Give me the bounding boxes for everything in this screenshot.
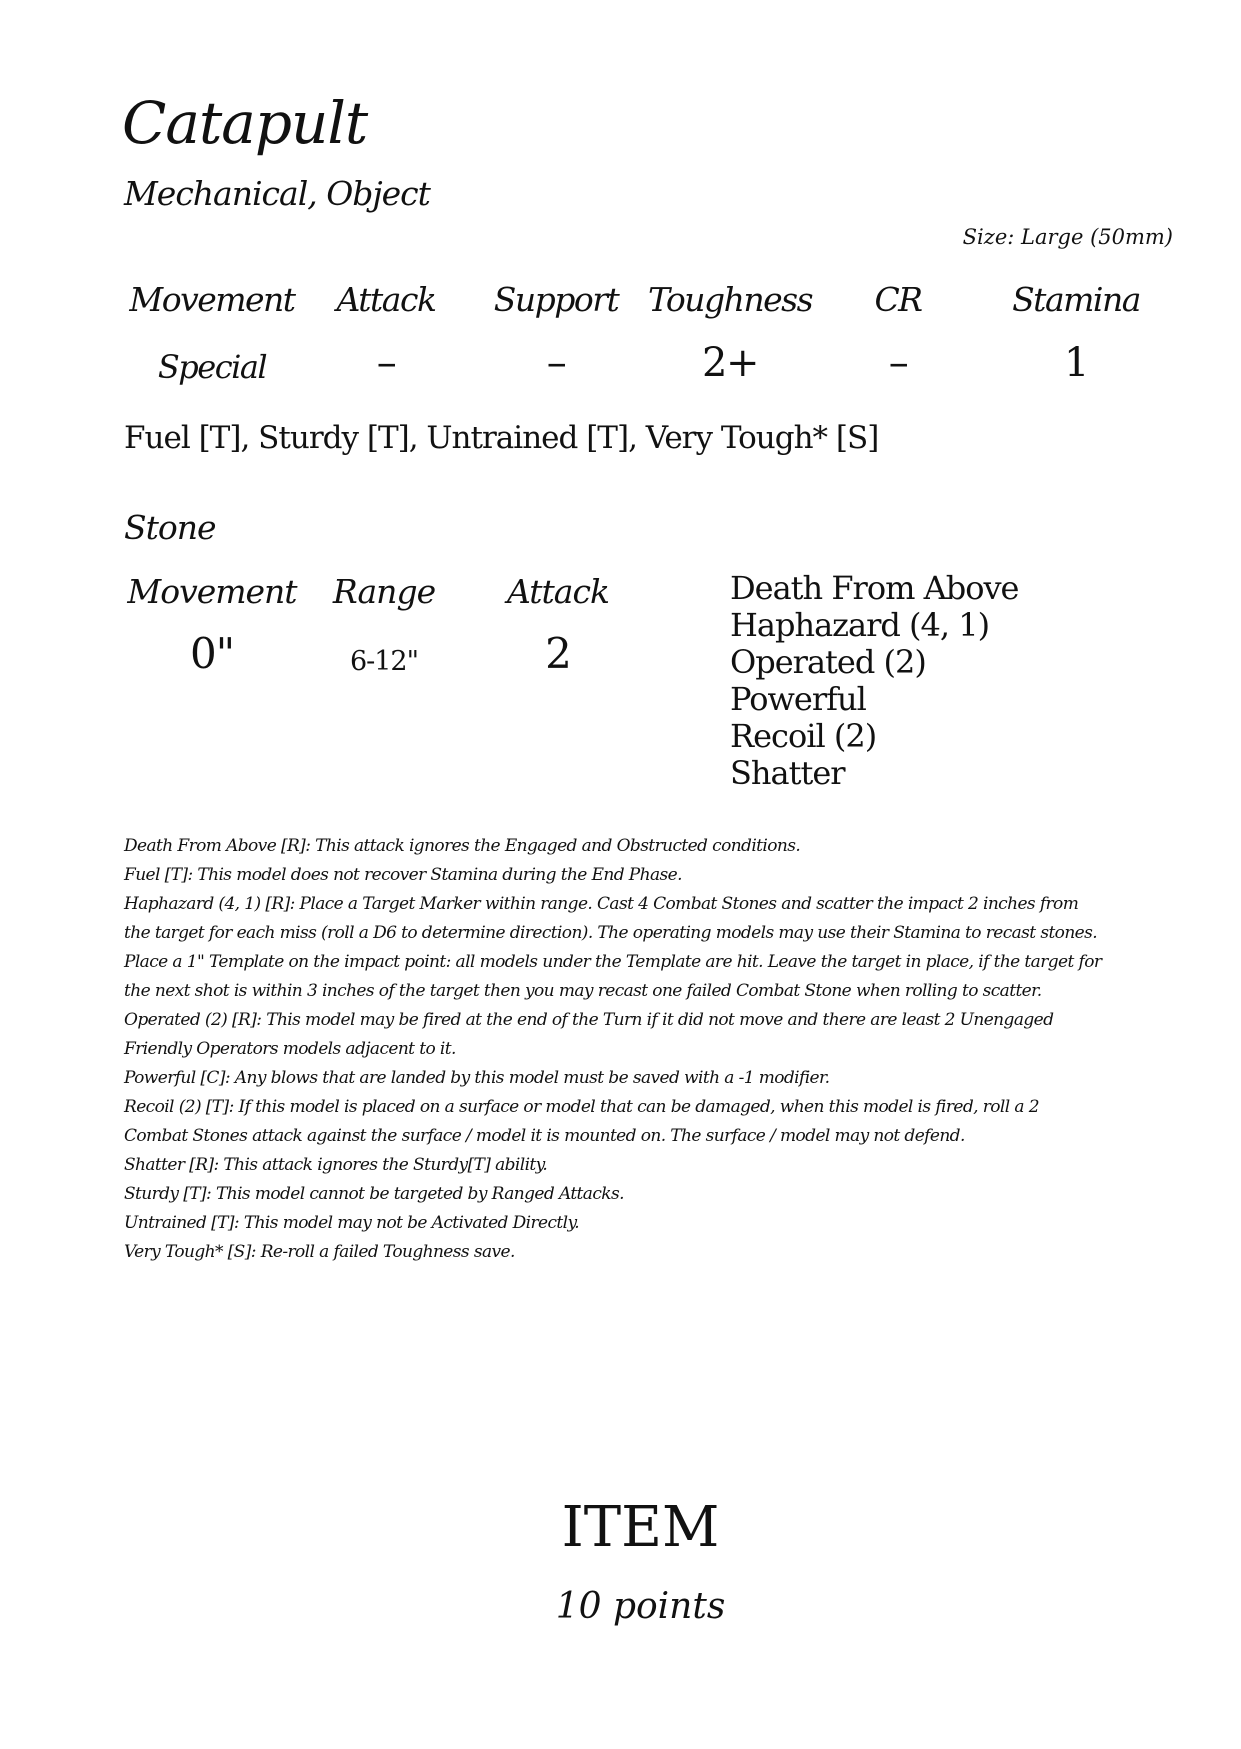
rule-death-from-above: Death From Above [R]: This attack ignores the Engaged and Obstructed conditions. — [124, 836, 801, 856]
stat-value-cr: – — [888, 340, 908, 386]
stat-header-support: Support — [493, 280, 619, 319]
rules-glossary — [124, 832, 1104, 1267]
weapon-header-movement: Movement — [127, 572, 297, 611]
points-cost: 10 points — [555, 1586, 726, 1627]
rule-very-tough: Very Tough* [S]: Re-roll a failed Toughness save. — [124, 1242, 515, 1262]
rule-powerful: Powerful [C]: Any blows that are landed by this model must be saved with a -1 modifier. — [124, 1068, 830, 1088]
stat-header-toughness: Toughness — [647, 280, 813, 319]
weapon-value-attack: 2 — [545, 629, 571, 678]
card-keywords: Mechanical, Object — [124, 174, 430, 213]
stat-header-stamina: Stamina — [1012, 280, 1140, 319]
rule-haphazard: Haphazard (4, 1) [R]: Place a Target Marker within range. Cast 4 Combat Stones and scatter the impact 2 inches from the target for each miss (roll a D6 to determine direction). The operating models may use their Stamina to recast stones. Place a 1" Template on the impact point: all models under the Template are hit. Leave the target in place, if the target for the next shot is within 3 inches of the target then you may recast one failed Combat Stone when rolling to scatter. — [124, 894, 1102, 1001]
category-label: ITEM — [561, 1495, 720, 1560]
weapon-value-movement: 0" — [189, 629, 235, 678]
weapon-rule: Recoil (2) — [730, 717, 877, 755]
weapon-header-attack: Attack — [507, 572, 609, 611]
rule-sturdy: Sturdy [T]: This model cannot be targeted by Ranged Attacks. — [124, 1184, 624, 1204]
rule-operated: Operated (2) [R]: This model may be fired at the end of the Turn if it did not move and there are least 2 Unengaged Friendly Operators models adjacent to it. — [124, 1010, 1054, 1059]
stat-value-movement: Special — [157, 348, 267, 386]
traits-line: Fuel [T], Sturdy [T], Untrained [T], Very Tough* [S] — [124, 420, 879, 456]
weapon-rule: Death From Above — [730, 569, 1019, 607]
rule-untrained: Untrained [T]: This model may not be Activated Directly. — [124, 1213, 580, 1233]
size-label: Size: Large (50mm) — [962, 225, 1173, 249]
stat-value-toughness: 2+ — [702, 340, 758, 386]
stat-value-attack: – — [376, 340, 396, 386]
rule-fuel: Fuel [T]: This model does not recover Stamina during the End Phase. — [124, 865, 682, 885]
weapon-header-range: Range — [332, 572, 436, 611]
weapon-rule: Powerful — [730, 680, 866, 718]
weapon-rule: Haphazard (4, 1) — [730, 606, 990, 644]
stat-header-attack: Attack — [336, 280, 436, 319]
card-title: Catapult — [122, 89, 368, 157]
weapon-value-range: 6-12" — [349, 646, 419, 677]
stat-header-movement: Movement — [129, 280, 295, 319]
rule-recoil: Recoil (2) [T]: If this model is placed on a surface or model that can be damaged, when this model is fired, roll a 2 Combat Stones attack against the surface / model it is mounted on. The surface / model may not defend. — [124, 1097, 1039, 1146]
stat-header-cr: CR — [874, 280, 922, 319]
rule-shatter: Shatter [R]: This attack ignores the Sturdy[T] ability. — [124, 1155, 548, 1175]
weapon-rule: Shatter — [730, 754, 845, 792]
weapon-name: Stone — [124, 508, 216, 547]
weapon-rule: Operated (2) — [730, 643, 926, 681]
stat-value-support: – — [546, 340, 566, 386]
stat-value-stamina: 1 — [1064, 340, 1088, 386]
weapon-rules-list — [730, 570, 1018, 792]
